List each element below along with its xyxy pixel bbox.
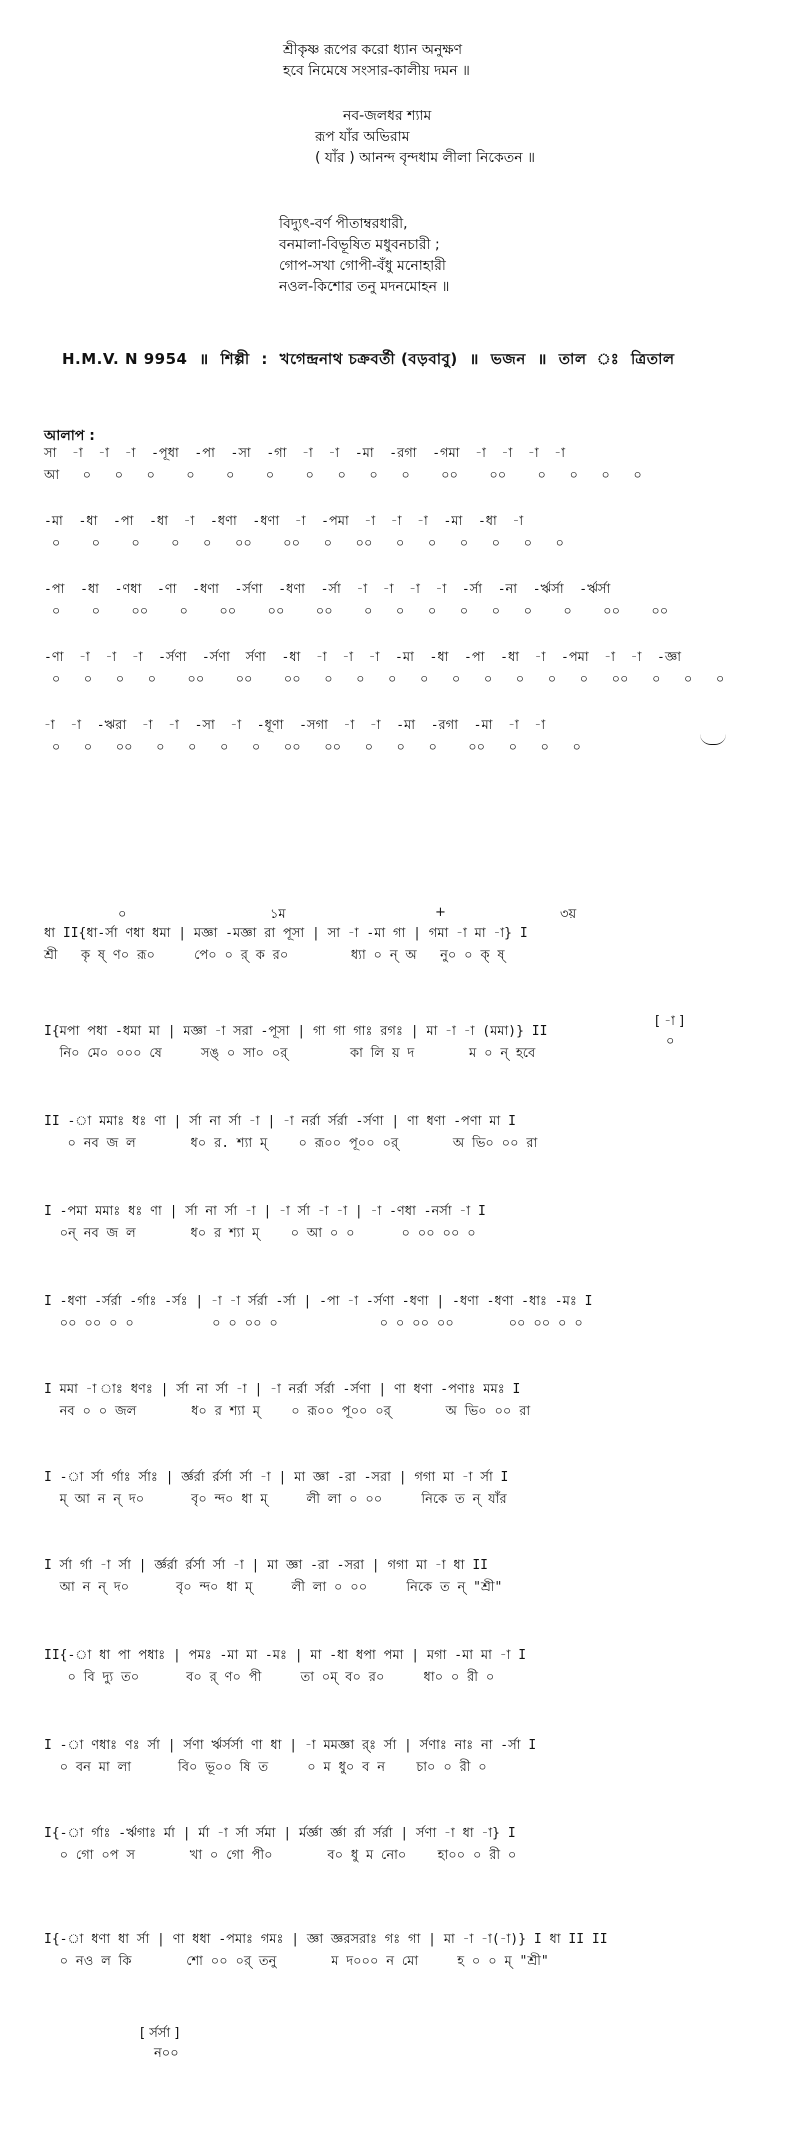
swar-line: I{-া র্গাঃ -র্ঋগাঃ র্মা | র্মা -া র্সা র্সমা | র্মর্জ্ঞা র্জ্ঞা র্রা র্সর্রা | র্সণা -া ধা -া} I [44, 1826, 516, 1841]
swar-line: II{-া ধা পা পধাঃ | পমঃ -মা মা -মঃ | মা -ধা ধপা পমা | মগা -মা মা -া I [44, 1648, 527, 1663]
colon: : [261, 350, 268, 368]
separator: ॥ [199, 350, 209, 368]
artist-name: খগেন্দ্রনাথ চক্রবর্তী (বড়বাবু) [279, 350, 458, 368]
swar-line: II -া মমাঃ ধঃ ণা | র্সা না র্সা -া | -া নর্রা র্সর্রা -র্সণা | ণা ধণা -পণা মা I [44, 1114, 516, 1129]
lyric-line: ০ ০ ০০ ০ ০০ ০০ ০০ ০ ০ ০ ০ ০ ০ ০ ০০ ০০ [44, 604, 669, 619]
song-row [44, 1112, 537, 1156]
taal-mark-third: ৩য় [560, 907, 577, 922]
swar-line: I -পমা মমাঃ ধঃ ণা | র্সা না র্সা -া | -া র্সা -া -া | -া -ণধা -নর্সা -া I [44, 1204, 486, 1219]
slur-mark [700, 734, 726, 745]
swar-line: -মা -ধা -পা -ধা -া -ধণা -ধণা -া -পমা -া -া -া -মা -ধা -া [44, 514, 524, 529]
poem-line: নওল-কিশোর তনু মদনমোহন ॥ [279, 279, 450, 295]
alap-label: আলাপ : [44, 428, 95, 444]
bottom-bracket-note: [ র্সর্সা ] [140, 2026, 180, 2041]
swar-line: I -া ণধাঃ ণঃ র্সা | র্সণা র্ঋর্সর্সা ণা ধা | -া মমজ্ঞা র্ঃ র্সা | র্সণাঃ নাঃ না -র্সা I [44, 1738, 537, 1753]
swar-line: I -া র্সা র্গাঃ র্সাঃ | র্জ্ঞর্রা র্রর্সা র্সা -া | মা জ্ঞা -রা -সরা | গগা মা -া র্সা I [44, 1470, 509, 1485]
song-row [44, 1556, 502, 1600]
swar-line: I মমা -া াঃ ধণঃ | র্সা না র্সা -া | -া নর্রা র্সর্রা -র্সণা | ণা ধণা -পণাঃ মমঃ I [44, 1382, 521, 1397]
lyric-line: ০ গো ০প স খা ০ গো পী০ ব০ ধু ম নো০ হা০০ ০ রী ০ [44, 1848, 517, 1863]
genre: ভজন [490, 350, 526, 368]
lyric-line: নি০ মে০ ০০০ ষে সঙ্ ০ সা০ ০র্ কা লি য় দ ম ০ ন্ হবে [44, 1046, 536, 1061]
poem-line: ( যাঁর ) আনন্দ বৃন্দধাম লীলা নিকেতন ॥ [315, 150, 536, 166]
separator: ॥ [469, 350, 479, 368]
bracket-zero: ০ [666, 1034, 675, 1049]
poem-line: বনমালা-বিভূষিত মধুবনচারী ; [279, 237, 440, 253]
record-number: H.M.V. N 9954 [62, 350, 188, 368]
poem-line: নব-জলধর শ্যাম [343, 108, 432, 124]
bottom-bracket-zero: ন০০ [154, 2046, 179, 2061]
song-row [44, 1646, 526, 1690]
poem-line: হবে নিমেষে সংসার-কালীয় দমন ॥ [283, 63, 470, 79]
swar-line: -পা -ধা -ণধা -ণা -ধণা -র্সণা -ধণা -র্সা -া -া -া -া -র্সা -না -র্ঋর্সা -র্ঋর্সা [44, 582, 611, 597]
poem-stanza-1 [283, 40, 470, 82]
song-row [44, 1202, 486, 1246]
taal-name: ত্রিতাল [631, 350, 675, 368]
song-row [44, 1824, 516, 1868]
song-row [44, 1736, 536, 1780]
alap-row [44, 444, 642, 488]
bracket-note: [ -া ] [655, 1014, 685, 1029]
lyric-line: ০ বন মা লা বি০ ভূ০০ ষি ত ০ ম ধু০ ব ন চা০ ০ রী ০ [44, 1760, 487, 1775]
lyric-line: ০ বি দ্যু ত০ ব০ র্ ণ০ পী তা ০ম্ ব০ র০ ধা০ ০ রী ০ [44, 1670, 495, 1685]
lyric-line: ০ ০ ০ ০ ০ ০০ ০০ ০ ০০ ০ ০ ০ ০ ০ ০ [44, 536, 564, 551]
lyric-line: ০০ ০০ ০ ০ ০ ০ ০০ ০ ০ ০ ০০ ০০ ০০ ০০ ০ ০ [44, 1316, 583, 1331]
swar-line: সা -া -া -া -পূধা -পা -সা -গা -া -া -মা -রগা -গমা -া -া -া -া [44, 446, 565, 461]
song-row [44, 1022, 547, 1066]
lyric-line: ম্ আ ন ন্ দ০ বৃ০ ন্দ০ ধা ম্ লী লা ০ ০০ নিকে ত ন্ যাঁর [44, 1492, 507, 1507]
poem-stanza-2 [315, 106, 535, 169]
alap-row [44, 716, 581, 760]
song-row [44, 924, 528, 968]
artist-label: শিল্পী [220, 350, 250, 368]
swar-line: I র্সা র্গা -া র্সা | র্জ্ঞর্রা র্রর্সা র্সা -া | মা জ্ঞা -রা -সরা | গগা মা -া ধা II [44, 1558, 488, 1573]
separator: ॥ [537, 350, 548, 368]
lyric-line: আ ন ন্ দ০ বৃ০ ন্দ০ ধা ম্ লী লা ০ ০০ নিকে ত ন্ "শ্রী" [44, 1580, 503, 1595]
swar-line: I{-া ধণা ধা র্সা | ণা ধধা -পমাঃ গমঃ | জ্ঞা জ্ঞরসরাঃ গঃ গা | মা -া -া(-া)} I ধা II II [44, 1932, 608, 1947]
record-header [62, 348, 681, 373]
swar-line: -া -া -ঋরা -া -া -সা -া -ধূণা -সগা -া -া -মা -রগা -মা -া -া [44, 718, 546, 733]
taal-mark-zero: ০ [118, 907, 127, 922]
poem-line: বিদ্যুৎ-বর্ণ পীতাম্বরধারী, [279, 216, 408, 232]
swar-line: I{মপা পধা -ধমা মা | মজ্ঞা -া সরা -পূসা | গা গা গাঃ রগঃ | মা -া -া (মমা)} II [44, 1024, 548, 1039]
taal-mark-plus: + [435, 905, 446, 920]
swar-line: ধা II{ধা-র্সা ণধা ধমা | মজ্ঞা -মজ্ঞা রা পূসা | সা -া -মা গা | গমা -া মা -া} I [44, 926, 528, 941]
lyric-line: আ ০ ০ ০ ০ ০ ০ ০ ০ ০ ০ ০০ ০০ ০ ০ ০ ০ [44, 468, 642, 483]
song-row [44, 1468, 508, 1512]
alap-row [44, 512, 564, 556]
taal-mark-first: ১ম [270, 907, 286, 922]
lyric-line: ০ন্ নব জ ল ধ০ র শ্যা ম্ ০ আ ০ ০ ০ ০০ ০০ ০ [44, 1226, 476, 1241]
song-row [44, 1380, 530, 1424]
alap-row [44, 580, 668, 624]
lyric-line: ০ নও ল কি শো ০০ ০র্ তনু ম দ০০০ ন মো হ ০ ০ ম্ "শ্রী" [44, 1954, 549, 1969]
poem-line: গোপ-সখা গোপী-বঁধু মনোহারী [279, 258, 446, 274]
lyric-line: ০ ০ ০ ০ ০০ ০০ ০০ ০ ০ ০ ০ ০ ০ ০ ০ ০ ০০ ০ ০ ০ [44, 672, 725, 687]
poem-line: রূপ যাঁর অভিরাম [315, 129, 410, 145]
poem-stanza-3 [279, 214, 449, 298]
lyric-line: ০ ০ ০০ ০ ০ ০ ০ ০০ ০০ ০ ০ ০ ০০ ০ ০ ০ [44, 740, 581, 755]
lyric-line: নব ০ ০ জল ধ০ র শ্যা ম্ ০ রূ০০ পূ০০ ০র্ অ ভি০ ০০ রা [44, 1404, 531, 1419]
lyric-line: ০ নব জ ল ধ০ র. শ্যা ম্ ০ রূ০০ পূ০০ ০র্ অ ভি০ ০০ রা [44, 1136, 538, 1151]
swar-line: -ণা -া -া -া -র্সণা -র্সণা র্সণা -ধা -া -া -া -মা -ধা -পা -ধা -া -পমা -া -া -জ্ঞা [44, 650, 682, 665]
lyric-line: শ্রী কৃ ষ্ ণ০ রূ০ পে০ ০ র্ ক র০ ধ্যা ০ ন্ অ নু০ ০ ক্ ষ্ [44, 948, 505, 963]
taal-label: তাল [558, 350, 587, 368]
swar-line: I -ধণা -র্সর্রা -র্গাঃ -র্সঃ | -া -া র্সর্রা -র্সা | -পা -া -র্সণা -ধণা | -ধণা -ধণা -ধাঃ -মঃ I [44, 1294, 593, 1309]
song-row [44, 1292, 592, 1336]
song-row [44, 1930, 608, 1974]
alap-row [44, 648, 724, 692]
poem-line: শ্রীকৃষ্ণ রূপের করো ধ্যান অনুক্ষণ [283, 42, 463, 58]
